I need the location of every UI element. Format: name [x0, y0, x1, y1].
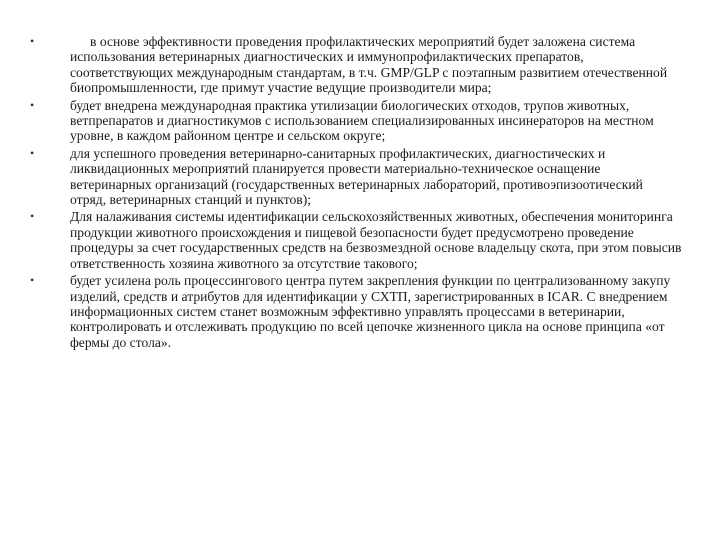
list-item [30, 146, 682, 208]
bullet-list [30, 34, 682, 352]
list-item [30, 34, 682, 96]
bullet-dot-icon: • [30, 209, 35, 224]
list-item [30, 98, 682, 144]
list-item-text: будет внедрена международная практика утилизации биологических отходов, трупов животных, ветпрепаратов и диагностикумов с использованием специализированных инсинераторов на местном уровне, в каждом районном центре и сельском округе; [70, 97, 654, 144]
bullet-dot-icon: • [30, 273, 35, 288]
bullet-dot-icon: • [30, 145, 35, 160]
list-item [30, 273, 682, 350]
list-item-text: будет усилена роль процессингового центра путем закрепления функции по централизованному закупу изделий, средств и атрибутов для идентификации у СХТП, зарегистрированных в ICAR. С внедрением информационных систем станет возможным эффективно управлять процессами в ветеринарии, контролировать и отслеживать продукцию по всей цепочке жизненного цикла на основе принципа «от фермы до стола». [70, 273, 671, 350]
list-item-text: в основе эффективности проведения профилактических мероприятий будет заложена система использования ветеринарных диагностических и иммунопрофилактических препаратов, соответствующих международным стандартам, в т.ч. GMP/GLP с поэтапным развитием отечественной биопромышленности, где примут участие ведущие производители мира; [70, 34, 668, 96]
list-item [30, 209, 682, 271]
bullet-dot-icon: • [30, 34, 35, 48]
bullet-dot-icon: • [30, 97, 35, 112]
list-item-text: Для налаживания системы идентификации сельскохозяйственных животных, обеспечения мониторинга продукции животного происхождения и пищевой безопасности будет предусмотрено проведение процедуры за счет государственных средств на безвозмездной основе владельцу скота, при этом повысив ответственность хозяина животного за отсутствие такового; [70, 209, 682, 271]
list-item-text: для успешного проведения ветеринарно-санитарных профилактических, диагностических и ликвидационных мероприятий планируется провести материально-техническое оснащение ветеринарных организаций (государственных ветеринарных лабораторий, противоэпизоотический отряд, ветеринарных станций и пунктов); [70, 145, 643, 208]
